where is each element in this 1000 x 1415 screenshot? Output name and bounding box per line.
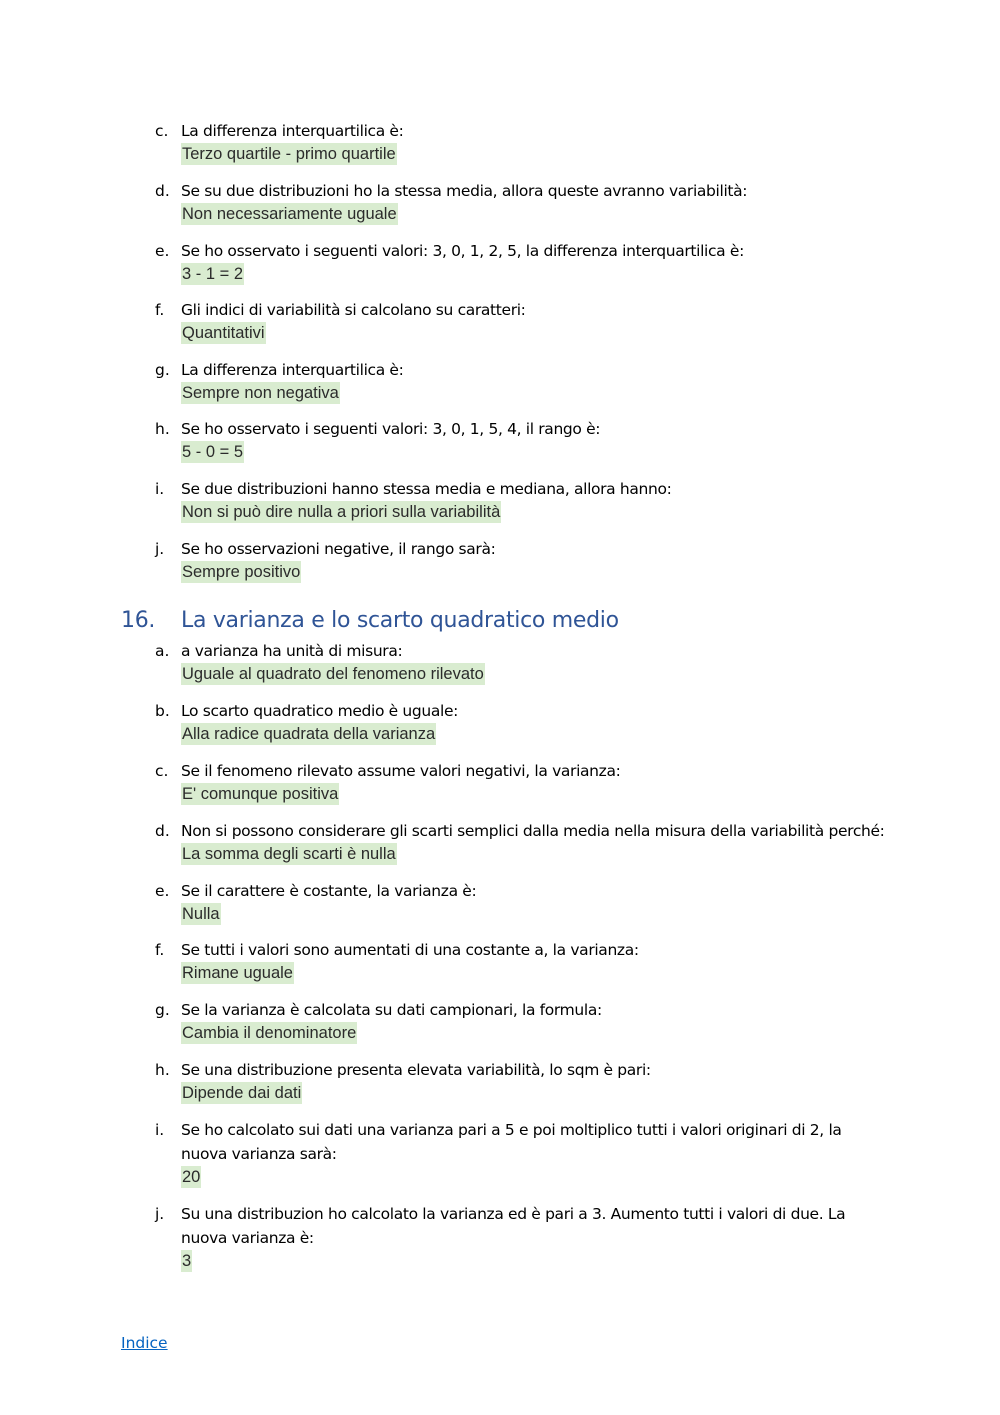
question-text: Se ho osservato i seguenti valori: 3, 0, 1, 2, 5, la differenza interquartilica è: bbox=[181, 242, 744, 260]
answer-highlight: Alla radice quadrata della varianza bbox=[182, 725, 436, 743]
question-item bbox=[0, 998, 1000, 1058]
question-item bbox=[0, 1202, 1000, 1286]
question-letter: b. bbox=[155, 702, 170, 720]
question-text: Su una distribuzion ho calcolato la varianza ed è pari a 3. Aumento tutti i valori di due. La nuova varianza è: bbox=[181, 1205, 846, 1247]
question-text: La differenza interquartilica è: bbox=[181, 122, 404, 140]
question-letter: i. bbox=[155, 480, 165, 498]
question-text: Se ho osservato i seguenti valori: 3, 0, 1, 5, 4, il rango è: bbox=[181, 420, 601, 438]
question-letter: e. bbox=[155, 242, 170, 260]
question-item bbox=[0, 298, 1000, 358]
question-item bbox=[0, 699, 1000, 759]
answer-highlight: Dipende dai dati bbox=[182, 1084, 302, 1102]
answer-highlight: Sempre positivo bbox=[182, 563, 301, 581]
question-item bbox=[0, 1058, 1000, 1118]
question-text: Se due distribuzioni hanno stessa media e mediana, allora hanno: bbox=[181, 480, 672, 498]
answer-highlight: Quantitativi bbox=[182, 324, 265, 342]
question-text: Se ho calcolato sui dati una varianza pari a 5 e poi moltiplico tutti i valori originari di 2, la nuova varianza sarà: bbox=[181, 1121, 842, 1163]
question-item bbox=[0, 537, 1000, 597]
answer-highlight: 20 bbox=[182, 1168, 201, 1186]
question-item bbox=[0, 417, 1000, 477]
answer-highlight: Non si può dire nulla a priori sulla variabilità bbox=[182, 503, 501, 521]
section-number: 16. bbox=[121, 608, 156, 633]
answer-highlight: E' comunque positiva bbox=[182, 785, 339, 803]
question-letter: f. bbox=[155, 941, 165, 959]
answer-highlight: 3 bbox=[182, 1252, 192, 1270]
question-item bbox=[0, 819, 1000, 879]
question-letter: d. bbox=[155, 822, 170, 840]
question-letter: d. bbox=[155, 182, 170, 200]
question-text: Non si possono considerare gli scarti semplici dalla media nella misura della variabilità perché: bbox=[181, 822, 885, 840]
answer-highlight: Sempre non negativa bbox=[182, 384, 339, 402]
question-letter: g. bbox=[155, 1001, 170, 1019]
answer-highlight: Nulla bbox=[182, 905, 220, 923]
question-letter: g. bbox=[155, 361, 170, 379]
question-letter: e. bbox=[155, 882, 170, 900]
question-item bbox=[0, 239, 1000, 298]
question-text: Se la varianza è calcolata su dati campionari, la formula: bbox=[181, 1001, 602, 1019]
question-list-section16 bbox=[0, 639, 1000, 1286]
question-list-previous bbox=[0, 119, 1000, 597]
indice-link[interactable]: Indice bbox=[121, 1334, 168, 1352]
question-text: Se una distribuzione presenta elevata variabilità, lo sqm è pari: bbox=[181, 1061, 651, 1079]
answer-highlight: Terzo quartile - primo quartile bbox=[182, 145, 396, 163]
question-text: Se il carattere è costante, la varianza è: bbox=[181, 882, 477, 900]
question-letter: c. bbox=[155, 122, 169, 140]
question-text: Lo scarto quadratico medio è uguale: bbox=[181, 702, 459, 720]
answer-highlight: Uguale al quadrato del fenomeno rilevato bbox=[182, 665, 484, 683]
question-item bbox=[0, 179, 1000, 239]
section-title-text: La varianza e lo scarto quadratico medio bbox=[181, 608, 619, 633]
question-text: a varianza ha unità di misura: bbox=[181, 642, 403, 660]
question-letter: j. bbox=[155, 540, 165, 558]
question-letter: h. bbox=[155, 1061, 170, 1079]
question-item bbox=[0, 477, 1000, 537]
question-item bbox=[0, 938, 1000, 998]
question-text: Se su due distribuzioni ho la stessa media, allora queste avranno variabilità: bbox=[181, 182, 748, 200]
question-letter: c. bbox=[155, 762, 169, 780]
question-item bbox=[0, 1118, 1000, 1202]
question-letter: f. bbox=[155, 301, 165, 319]
question-item bbox=[0, 358, 1000, 417]
question-letter: a. bbox=[155, 642, 170, 660]
question-item bbox=[0, 639, 1000, 699]
question-letter: h. bbox=[155, 420, 170, 438]
answer-highlight: 5 - 0 = 5 bbox=[182, 443, 243, 461]
question-item bbox=[0, 759, 1000, 819]
question-letter: j. bbox=[155, 1205, 165, 1223]
question-text: La differenza interquartilica è: bbox=[181, 361, 404, 379]
answer-highlight: Cambia il denominatore bbox=[182, 1024, 357, 1042]
question-text: Gli indici di variabilità si calcolano su caratteri: bbox=[181, 301, 526, 319]
question-text: Se tutti i valori sono aumentati di una costante a, la varianza: bbox=[181, 941, 639, 959]
question-text: Se il fenomeno rilevato assume valori negativi, la varianza: bbox=[181, 762, 621, 780]
question-item bbox=[0, 879, 1000, 938]
question-text: Se ho osservazioni negative, il rango sarà: bbox=[181, 540, 496, 558]
answer-highlight: La somma degli scarti è nulla bbox=[182, 845, 396, 863]
answer-highlight: 3 - 1 = 2 bbox=[182, 265, 243, 283]
question-letter: i. bbox=[155, 1121, 165, 1139]
answer-highlight: Non necessariamente uguale bbox=[182, 205, 397, 223]
question-item bbox=[0, 119, 1000, 179]
section-heading bbox=[121, 606, 619, 636]
answer-highlight: Rimane uguale bbox=[182, 964, 293, 982]
